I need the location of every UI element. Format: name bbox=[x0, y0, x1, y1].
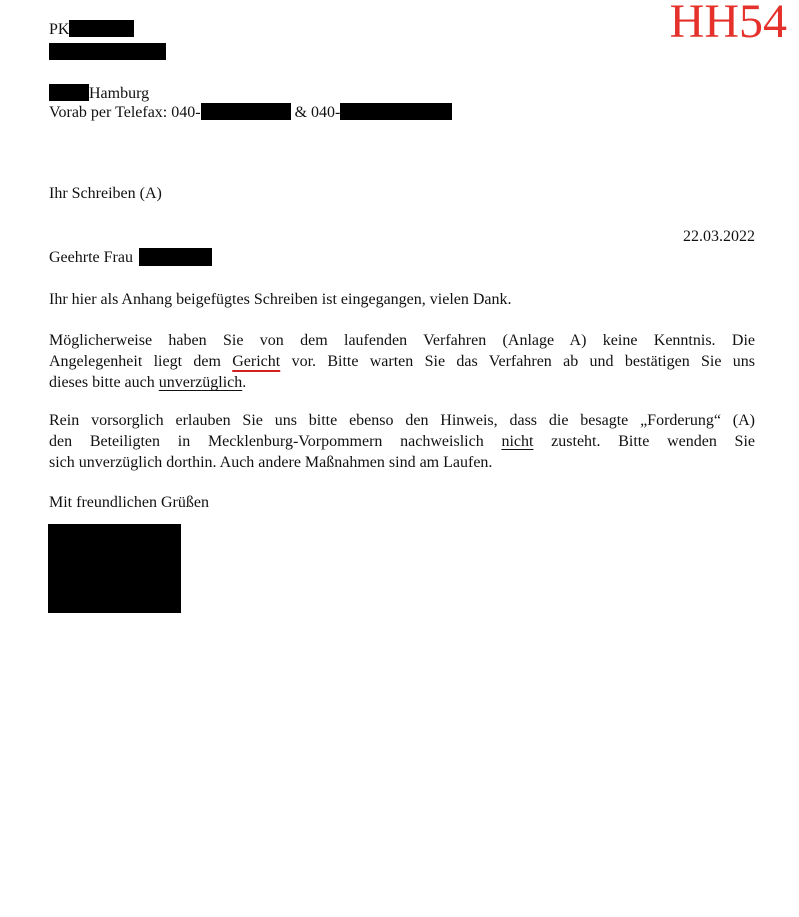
redaction-signature bbox=[48, 524, 181, 613]
fax-joiner: & 040- bbox=[294, 104, 341, 121]
body-paragraph-2 bbox=[49, 330, 755, 393]
redaction-sender-name bbox=[69, 20, 134, 37]
p2-row-2-b: vor. Bitte warten Sie das Verfahren ab und bestätigen Sie uns bbox=[291, 353, 756, 370]
court-term: Gericht bbox=[232, 353, 281, 370]
p2-row-3-a: dieses bitte auch bbox=[49, 374, 155, 391]
body-paragraph-1: Ihr hier als Anhang beigefügtes Schreiben ist eingegangen, vielen Dank. bbox=[49, 291, 512, 308]
p2-row-1: Möglicherweise haben Sie von dem laufenden Verfahren (Anlage A) keine Kenntnis. Die bbox=[49, 332, 755, 349]
recipient-city-line bbox=[49, 84, 149, 103]
document-id-stamp: HH54 bbox=[669, 0, 787, 48]
p2-row-2 bbox=[49, 351, 755, 372]
urgent-term: unverzüglich bbox=[158, 374, 243, 391]
p3-row-3: sich unverzüglich dorthin. Auch andere Maßnahmen sind am Laufen. bbox=[49, 454, 493, 471]
redaction-recipient-street bbox=[49, 84, 89, 101]
recipient-city: Hamburg bbox=[89, 85, 150, 102]
letter-date: 22.03.2022 bbox=[683, 228, 755, 245]
closing-line: Mit freundlichen Grüßen bbox=[49, 494, 209, 511]
body-paragraph-3 bbox=[49, 410, 755, 473]
p2-row-3 bbox=[49, 372, 755, 393]
not-term: nicht bbox=[501, 433, 534, 450]
recipient-fax-line bbox=[49, 103, 452, 122]
p2-row-2-a: Angelegenheit liegt dem bbox=[49, 353, 221, 370]
sender-prefix: PK bbox=[49, 21, 70, 38]
sender-line-1 bbox=[49, 20, 134, 39]
redaction-recipient-name bbox=[139, 248, 212, 266]
fax-label: Vorab per Telefax: 040- bbox=[49, 104, 201, 121]
redaction-fax-2 bbox=[340, 103, 452, 120]
salutation-line bbox=[49, 248, 212, 267]
salutation: Geehrte Frau bbox=[49, 249, 133, 266]
subject-line: Ihr Schreiben (A) bbox=[49, 185, 162, 202]
p3-row-2-a: den Beteiligten in Mecklenburg-Vorpommern nachweislich bbox=[49, 433, 484, 450]
p2-row-3-b: . bbox=[242, 374, 247, 391]
p3-row-2-b: zusteht. Bitte wenden Sie bbox=[551, 433, 756, 450]
redaction-sender-line-2 bbox=[49, 43, 166, 60]
redaction-fax-1 bbox=[201, 103, 291, 120]
p3-row-2 bbox=[49, 431, 755, 452]
p3-row-1: Rein vorsorglich erlauben Sie uns bitte ebenso den Hinweis, dass die besagte „Forderung“ (A) bbox=[49, 412, 755, 429]
